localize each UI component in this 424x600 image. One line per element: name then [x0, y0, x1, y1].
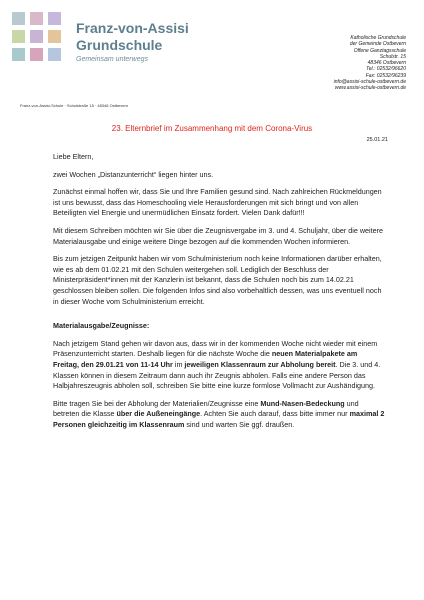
logo-square [30, 12, 43, 25]
text: . Die 3. und 4. Klassen können in diesem Zeitraum dann auch ihr Zeugnis abholen. Falls eine andere Person das Halbjahreszeugnis abholen soll, schreiben Sie bitte eine kurze formlose Vollmacht zur Aushändigung. [53, 359, 381, 391]
logo-square [48, 12, 61, 25]
paragraph-overview: Mit diesem Schreiben möchten wir Sie über die Zeugnisvergabe im 3. und 4. Schuljahr, über die weitere Materialausgabe und einige weitere Dinge bezogen auf die kommenden Wochen informieren. [53, 225, 383, 246]
school-address [266, 35, 406, 92]
text: im [172, 359, 185, 369]
text: Nach jetzigem Stand gehen wir davon aus, dass wir in der kommenden Woche nicht wieder mit einem Präsenzunterricht starten. Deshalb liegen für die nächste Woche die [53, 338, 378, 359]
address-line: Fax: 02532/96239 [365, 72, 406, 79]
paragraph-ministry: Bis zum jetzigen Zeitpunkt haben wir vom Schulministerium noch keine Informationen darüber erhalten, wie es ab dem 01.02.21 mit den Schulen weitergehen soll. Lediglich der Beschluss der Ministerpräsident*innen mit der Kanzlerin ist bekannt, dass die Schulen noch bis zum 14.02.21 geschlossen bleiben sollen. Die folgenden Infos sind also vorbehaltlich dessen, was uns eventuell noch in dieser Woche vom Schulministerium erreicht. [53, 254, 382, 306]
letter-subject: 23. Elternbrief im Zusammenhang mit dem Corona-Virus [111, 124, 313, 133]
bold-text: jeweiligen Klassenraum zur Abholung bereit [184, 359, 336, 369]
bold-text: maximal 2 Personen gleichzeitig im Klassenraum [53, 409, 385, 429]
paragraph-pickup-rules [53, 399, 385, 431]
bold-text: neuen Materialpakete am Freitag, den 29.01.21 von 11-14 Uhr [53, 349, 358, 369]
logo-squares [12, 12, 66, 66]
paragraph-materials [53, 339, 385, 392]
sender-line: Franz-von-Assisi-Schule · Schulstraße 15 · 48346 Ostbevern [20, 103, 129, 108]
greeting: Liebe Eltern, [53, 152, 94, 161]
letter-body [53, 152, 385, 437]
logo-square [12, 30, 25, 43]
address-website: www.assisi-schule-ostbevern.de [334, 85, 406, 92]
logo-subtitle: Grundschule [76, 37, 163, 53]
text: sind und warten Sie ggf. draußen. [184, 419, 295, 429]
logo-square [12, 48, 25, 61]
address-line: Tel.: 02532/96620 [366, 66, 406, 73]
logo-square [12, 12, 25, 25]
logo-tagline: Gemeinsam unterwegs [76, 56, 148, 63]
logo-title: Franz-von-Assisi [76, 20, 189, 36]
address-line: Offene Ganztagsschule [353, 47, 406, 54]
school-logo [12, 12, 212, 68]
bold-text: Mund-Nasen-Bedeckung [260, 398, 345, 408]
address-line: der Gemeinde Ostbevern [349, 41, 406, 48]
logo-square [30, 30, 43, 43]
logo-square [30, 48, 43, 61]
bold-text: über die Außeneingänge [116, 409, 201, 419]
text: und betreten die Klasse [53, 398, 359, 419]
paragraph-thanks: Zunächst einmal hoffen wir, dass Sie und Ihre Familien gesund sind. Nach zahlreichen Rückmeldungen ist uns bewusst, dass das Homeschooling viele Herausforderungen mit sich bringt und von allen Beteiligten viel Energie und unermüdlichen Einsatz fordert. Vielen Dank dafür!!! [53, 187, 382, 218]
letter-date: 25.01.21 [366, 137, 388, 143]
text: Bitte tragen Sie bei der Abholung der Materialien/Zeugnisse eine [53, 398, 261, 408]
text: . Achten Sie auch darauf, dass bitte immer nur [200, 409, 350, 419]
logo-square [48, 30, 61, 43]
logo-square [48, 48, 61, 61]
section-heading: Materialausgabe/Zeugnisse: [53, 321, 150, 331]
address-line: 48346 Ostbevern [367, 60, 406, 67]
address-line: Schulstr. 15 [379, 53, 406, 60]
address-email: info@assisi-schule-ostbevern.de [333, 79, 406, 86]
address-line: Katholische Grundschule [350, 35, 406, 41]
intro-paragraph: zwei Wochen „Distanzunterricht“ liegen hinter uns. [53, 169, 214, 179]
